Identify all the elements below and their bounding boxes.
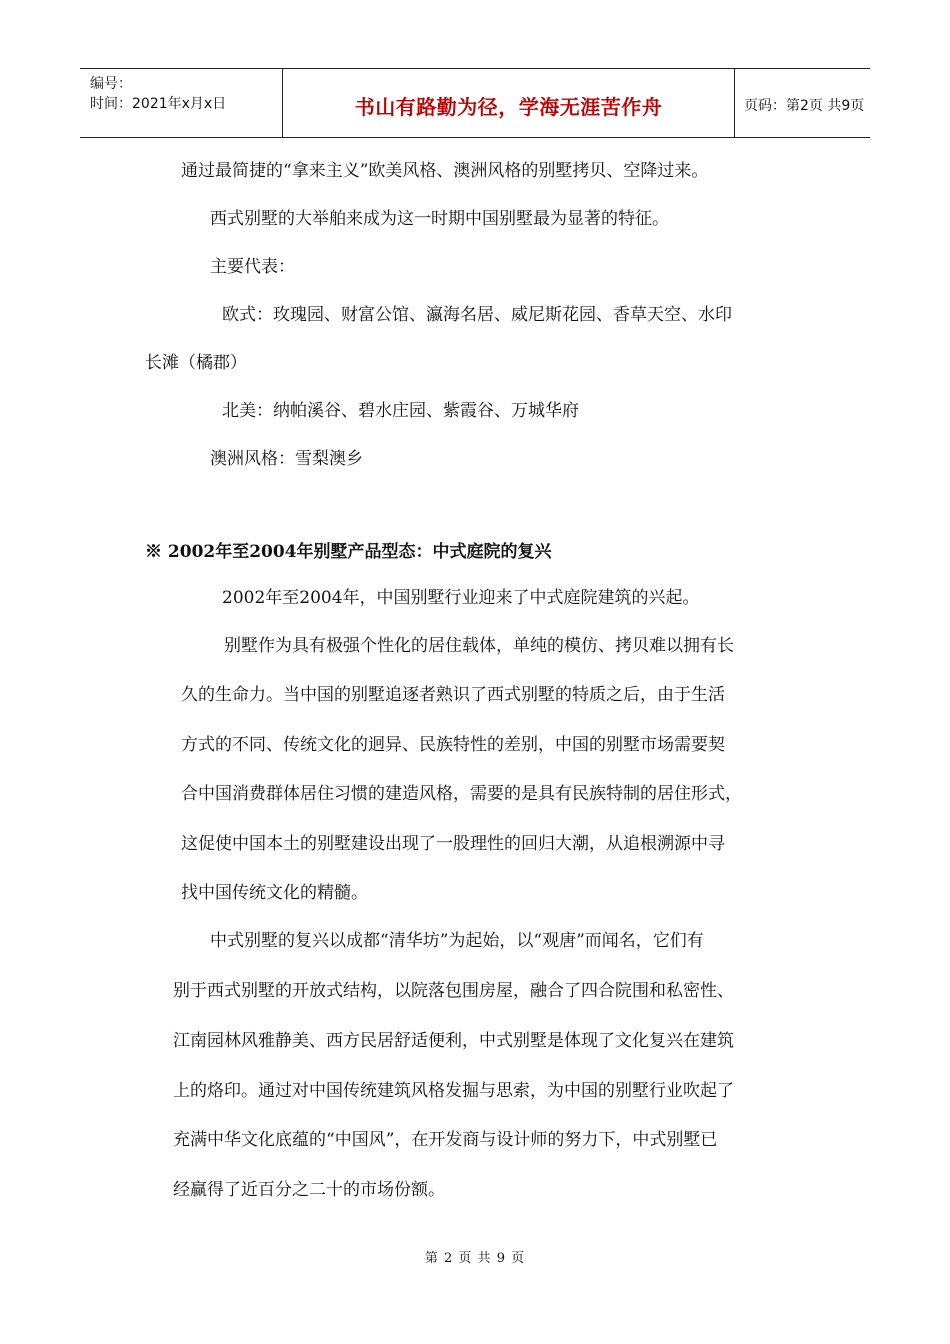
paragraph-line: 主要代表： <box>210 257 295 277</box>
time-label: 时间：2021年x月x日 <box>90 96 227 112</box>
page-footer: 第 2 页 共 9 页 <box>424 1251 526 1266</box>
paragraph-line: 充满中华文化底蕴的“中国风”，在开发商与设计师的努力下，中式别墅已 <box>173 1130 718 1150</box>
motto: 书山有路勤为径，学海无涯苦作舟 <box>354 95 663 119</box>
paragraph-line: 长滩（橘郡） <box>145 353 247 373</box>
paragraph-line: 合中国消费群体居住习惯的建造风格，需要的是具有民族特制的居住形式， <box>181 784 742 804</box>
document-header <box>80 68 870 138</box>
header-meta-cell <box>80 69 282 137</box>
paragraph-line: 中式别墅的复兴以成都“清华坊”为起始，以“观唐”而闻名，它们有 <box>210 931 704 951</box>
section-heading: ※ 2002年至2004年别墅产品型态：中式庭院的复兴 <box>145 542 552 562</box>
paragraph-line: 欧式：玫瑰园、财富公馆、瀛海名居、威尼斯花园、香草天空、水印 <box>222 305 732 325</box>
page-label: 页码：第2页 共9页 <box>744 98 865 114</box>
paragraph-line: 北美：纳帕溪谷、碧水庄园、紫霞谷、万城华府 <box>222 401 579 421</box>
paragraph-line: 通过最简捷的“拿来主义”欧美风格、澳洲风格的别墅拷贝、空降过来。 <box>181 161 709 181</box>
paragraph-line: 经赢得了近百分之二十的市场份额。 <box>173 1180 445 1200</box>
header-motto-cell <box>282 69 735 137</box>
paragraph-line: 这促使中国本土的别墅建设出现了一股理性的回归大潮，从追根溯源中寻 <box>181 834 725 854</box>
header-page-cell <box>734 69 870 137</box>
paragraph-line: 2002年至2004年，中国别墅行业迎来了中式庭院建筑的兴起。 <box>222 588 700 608</box>
number-label: 编号： <box>90 76 132 92</box>
paragraph-line: 西式别墅的大举舶来成为这一时期中国别墅最为显著的特征。 <box>210 209 669 229</box>
paragraph-line: 别于西式别墅的开放式结构，以院落包围房屋，融合了四合院围和私密性、 <box>173 981 734 1001</box>
paragraph-line: 找中国传统文化的精髓。 <box>181 883 368 903</box>
paragraph-line: 上的烙印。通过对中国传统建筑风格发掘与思索，为中国的别墅行业吹起了 <box>173 1081 734 1101</box>
paragraph-line: 江南园林风雅静美、西方民居舒适便利，中式别墅是体现了文化复兴在建筑 <box>173 1031 734 1051</box>
paragraph-line: 澳洲风格：雪梨澳乡 <box>210 449 363 469</box>
paragraph-line: 方式的不同、传统文化的迥异、民族特性的差别，中国的别墅市场需要契 <box>181 735 725 755</box>
paragraph-line: 久的生命力。当中国的别墅追逐者熟识了西式别墅的特质之后，由于生活 <box>181 685 725 705</box>
paragraph-line: 别墅作为具有极强个性化的居住载体，单纯的模仿、拷贝难以拥有长 <box>224 636 734 656</box>
